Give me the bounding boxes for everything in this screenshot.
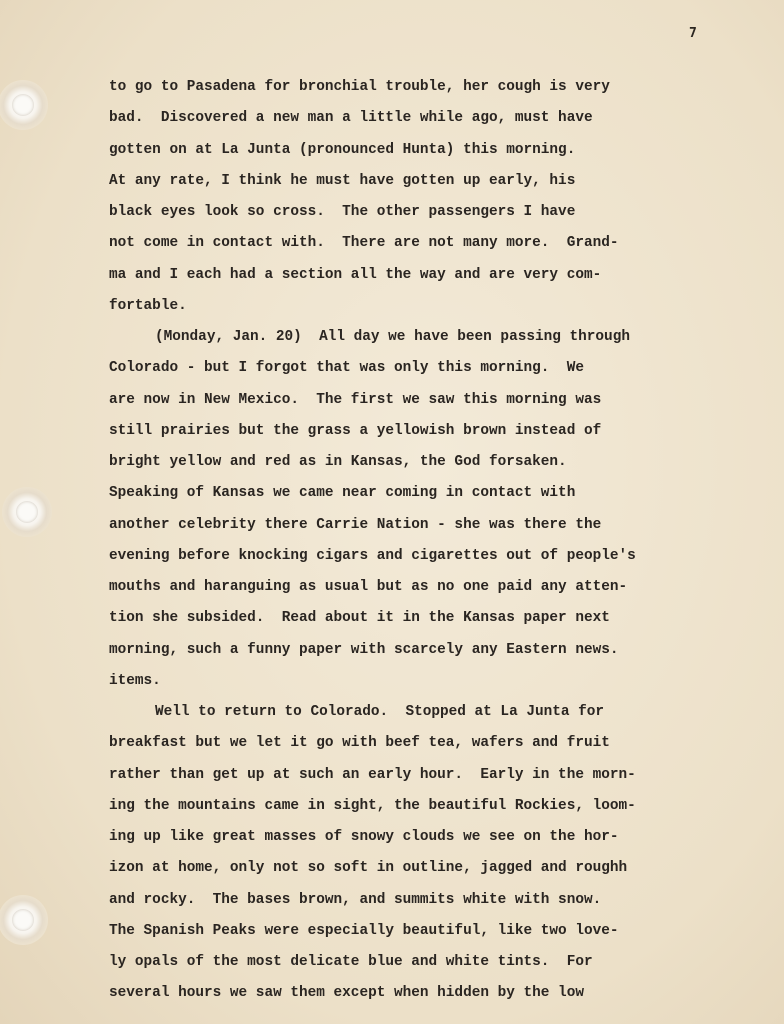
- binder-hole: [0, 80, 48, 130]
- text-line: still prairies but the grass a yellowish brown instead of: [109, 422, 602, 439]
- text-line: At any rate, I think he must have gotten up early, his: [109, 172, 576, 189]
- text-line: rather than get up at such an early hour. Early in the morn-: [109, 766, 636, 783]
- text-line: izon at home, only not so soft in outline, jagged and roughh: [109, 860, 628, 877]
- text-line: not come in contact with. There are not many more. Grand-: [109, 235, 619, 252]
- text-line: to go to Pasadena for bronchial trouble, her cough is very: [109, 79, 610, 95]
- text-line: tion she subsided. Read about it in the Kansas paper next: [109, 610, 610, 627]
- text-line: (Monday, Jan. 20) All day we have been passing through: [155, 329, 630, 345]
- text-line: ly opals of the most delicate blue and white tints. For: [109, 954, 593, 970]
- text-line: ing the mountains came in sight, the beautiful Rockies, loom-: [109, 797, 636, 814]
- text-line: are now in New Mexico. The first we saw this morning was: [109, 391, 602, 408]
- text-line: Speaking of Kansas we came near coming in contact with: [109, 485, 576, 502]
- text-line: and rocky. The bases brown, and summits white with snow.: [109, 891, 602, 908]
- binder-hole: [2, 487, 52, 537]
- text-line: ing up like great masses of snowy clouds we see on the hor-: [109, 829, 619, 845]
- text-line: The Spanish Peaks were especially beautiful, like two love-: [109, 922, 619, 939]
- body-text: [109, 72, 709, 1010]
- text-line: breakfast but we let it go with beef tea, wafers and fruit: [109, 735, 610, 752]
- text-line: mouths and haranguing as usual but as no one paid any atten-: [109, 579, 628, 595]
- page-number: 7: [689, 26, 697, 41]
- text-line: several hours we saw them except when hidden by the low: [109, 985, 584, 1002]
- text-line: ma and I each had a section all the way and are very com-: [109, 266, 602, 283]
- text-line: black eyes look so cross. The other passengers I have: [109, 204, 576, 220]
- binder-hole: [0, 895, 48, 945]
- text-line: evening before knocking cigars and cigarettes out of people's: [109, 547, 636, 564]
- text-line: Well to return to Colorado. Stopped at La Junta for: [155, 704, 605, 720]
- text-line: morning, such a funny paper with scarcely any Eastern news.: [109, 641, 619, 658]
- text-line: gotten on at La Junta (pronounced Hunta) this morning.: [109, 141, 576, 158]
- text-line: another celebrity there Carrie Nation - she was there the: [109, 516, 602, 533]
- text-line: bright yellow and red as in Kansas, the God forsaken.: [109, 454, 567, 470]
- text-line: fortable.: [109, 297, 187, 314]
- text-line: Colorado - but I forgot that was only this morning. We: [109, 360, 584, 377]
- text-line: items.: [109, 672, 161, 689]
- text-line: bad. Discovered a new man a little while ago, must have: [109, 110, 593, 127]
